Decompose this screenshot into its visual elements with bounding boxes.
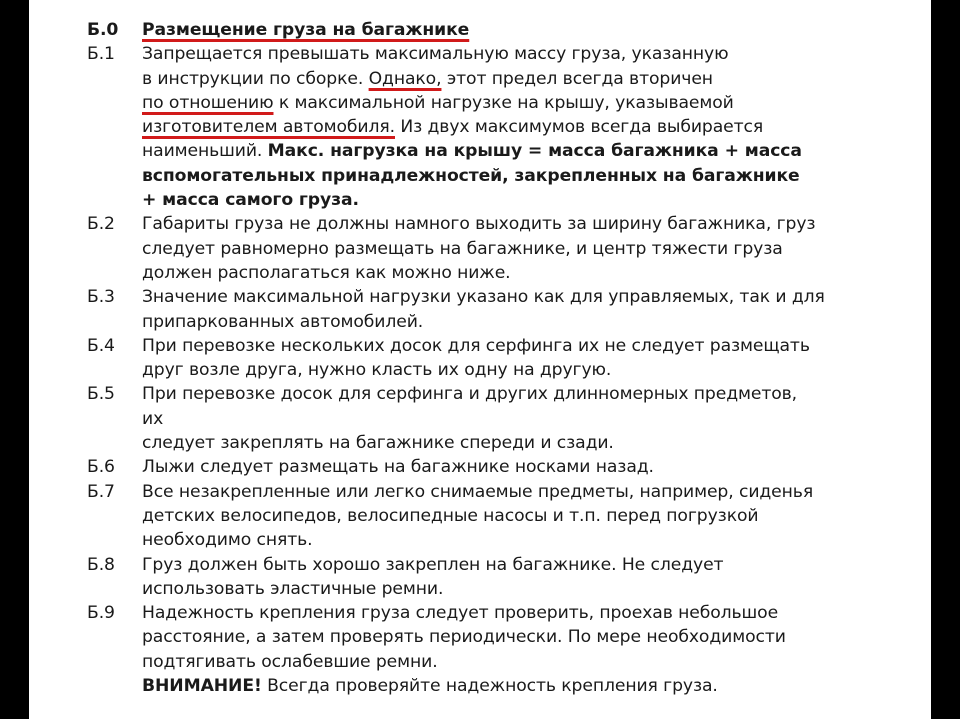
text-line: припаркованных автомобилей. xyxy=(142,311,424,332)
text-line: Габариты груза не должны намного выходить за ширину багажника, груз xyxy=(142,214,816,235)
text-line: расстояние, а затем проверять периодически. По мере необходимости xyxy=(142,627,786,648)
document-page xyxy=(29,0,931,719)
text-line: следует закреплять на багажнике спереди и сзади. xyxy=(142,433,614,454)
section-title: Размещение груза на багажнике xyxy=(142,20,470,40)
bold-formula-line: + масса самого груза. xyxy=(142,190,359,211)
bold-formula-line: вспомогательных принадлежностей, закрепленных на багажнике xyxy=(142,165,800,186)
text-span: к максимальной нагрузке на крышу, указываемой xyxy=(273,92,734,113)
text-line: При перевозке досок для серфинга и других длинномерных предметов, xyxy=(142,384,798,405)
underlined-phrase: Однако, xyxy=(368,68,442,89)
text-line: необходимо снять. xyxy=(142,530,313,551)
section-b7 xyxy=(87,480,917,553)
section-b2 xyxy=(87,212,917,285)
text-line: их xyxy=(142,408,164,429)
text-line: друг возле друга, нужно класть их одну на другую. xyxy=(142,360,612,381)
text-line: Груз должен быть хорошо закреплен на багажнике. Не следует xyxy=(142,554,724,575)
underlined-phrase: по отношению xyxy=(142,92,274,113)
text-line: Надежность крепления груза следует проверить, проехав небольшое xyxy=(142,603,779,624)
warning-line xyxy=(142,674,917,698)
section-b0 xyxy=(87,18,917,42)
text-line: подтягивать ослабевшие ремни. xyxy=(142,651,438,672)
text-line: использовать эластичные ремни. xyxy=(142,578,444,599)
document-content xyxy=(87,18,917,698)
text-line xyxy=(142,91,917,115)
warning-label: ВНИМАНИЕ! xyxy=(142,676,262,697)
text-line xyxy=(142,139,917,163)
text-line: детских велосипедов, велосипедные насосы и т.п. перед погрузкой xyxy=(142,505,759,526)
text-line xyxy=(142,115,917,139)
section-b3 xyxy=(87,285,917,334)
text-line: При перевозке нескольких досок для серфинга их не следует размещать xyxy=(142,335,810,356)
text-line xyxy=(142,67,917,91)
section-b5 xyxy=(87,382,917,455)
section-number: Б.4 xyxy=(87,335,115,356)
text-line: Запрещается превышать максимальную массу груза, указанную xyxy=(142,44,729,65)
text-line: Все незакрепленные или легко снимаемые предметы, например, сиденья xyxy=(142,481,814,502)
text-span: Из двух максимумов всегда выбирается xyxy=(395,117,764,138)
section-b1 xyxy=(87,42,917,212)
warning-text: Всегда проверяйте надежность крепления груза. xyxy=(261,676,718,697)
section-number: Б.6 xyxy=(87,457,115,478)
section-b8 xyxy=(87,553,917,602)
section-number: Б.9 xyxy=(87,603,115,624)
text-span: в инструкции по сборке. xyxy=(142,68,369,89)
text-line: должен располагаться как можно ниже. xyxy=(142,262,511,283)
text-line: Лыжи следует размещать на багажнике носками назад. xyxy=(142,457,654,478)
text-line: следует равномерно размещать на багажнике, и центр тяжести груза xyxy=(142,238,783,259)
section-number: Б.0 xyxy=(87,20,119,40)
section-number: Б.2 xyxy=(87,214,115,235)
underlined-phrase: изготовителем автомобиля. xyxy=(142,117,395,138)
section-number: Б.3 xyxy=(87,287,115,308)
text-line: Значение максимальной нагрузки указано как для управляемых, так и для xyxy=(142,287,825,308)
bold-formula: Макс. нагрузка на крышу = масса багажника + масса xyxy=(267,141,802,162)
section-b4 xyxy=(87,334,917,383)
section-number: Б.7 xyxy=(87,481,115,502)
section-number: Б.5 xyxy=(87,384,115,405)
text-span: наименьший. xyxy=(142,141,268,162)
section-number: Б.8 xyxy=(87,554,115,575)
section-b9 xyxy=(87,601,917,698)
section-b6 xyxy=(87,455,917,479)
section-number: Б.1 xyxy=(87,44,115,65)
text-span: этот предел всегда вторичен xyxy=(441,68,713,89)
